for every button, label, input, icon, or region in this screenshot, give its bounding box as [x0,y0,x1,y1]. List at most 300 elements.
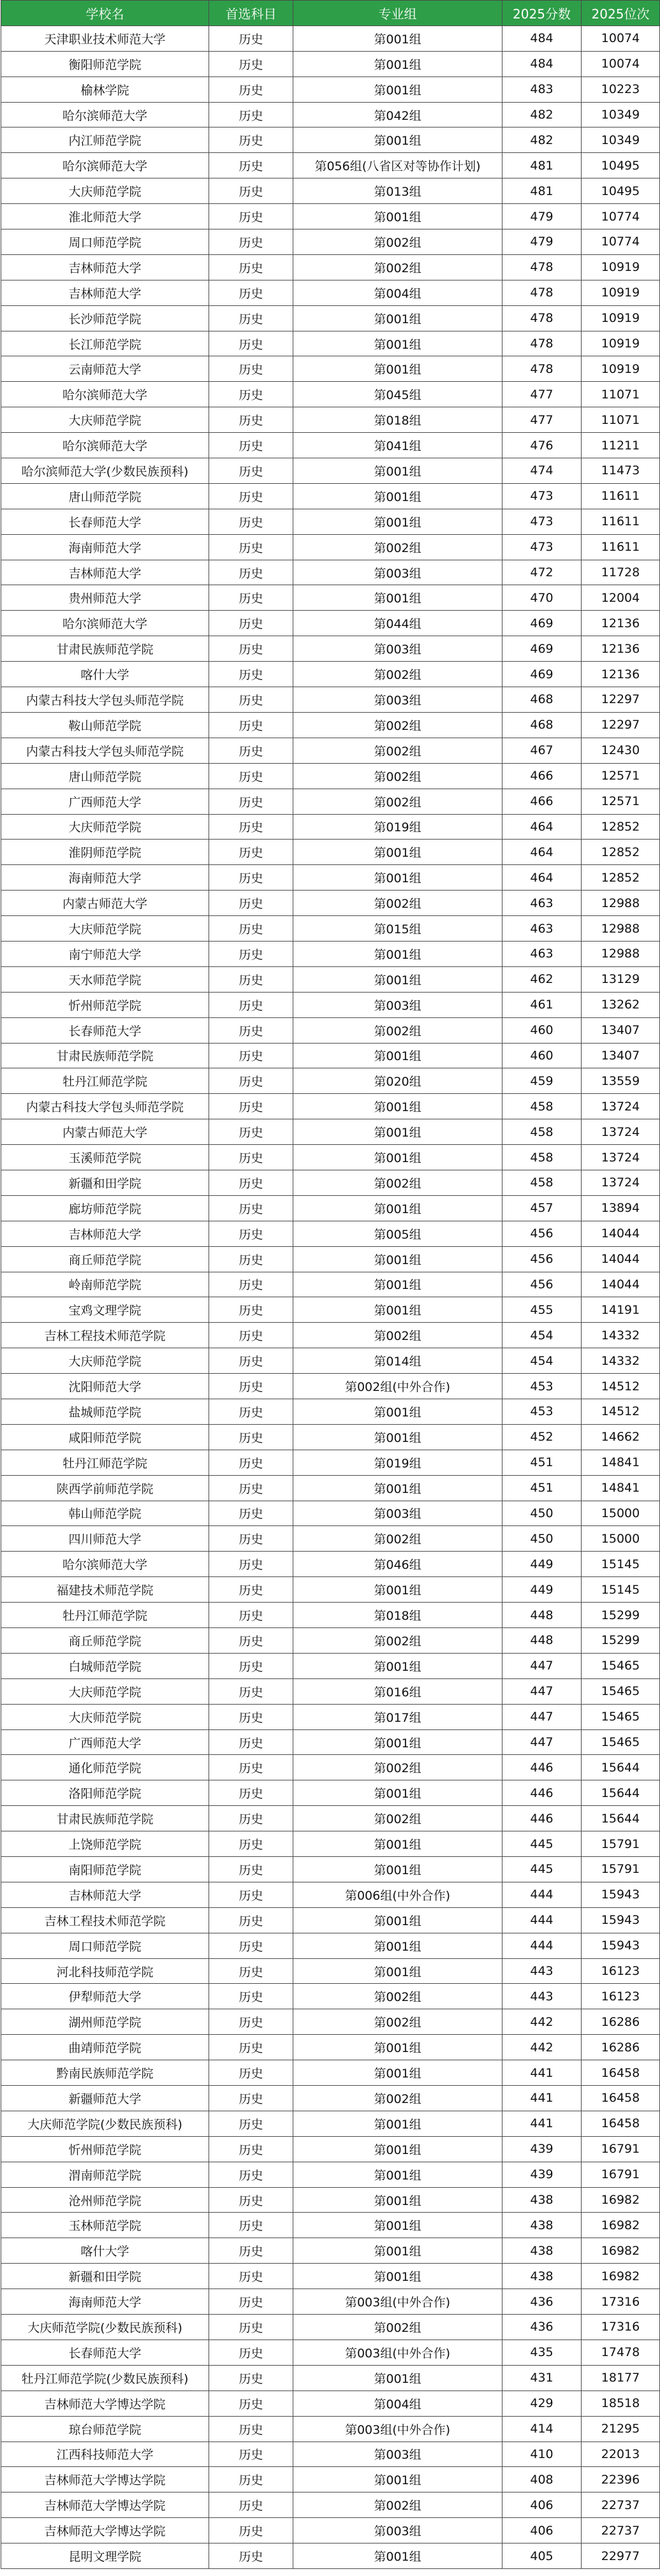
subject-cell: 历史 [209,585,293,611]
subject-cell: 历史 [209,712,293,738]
rank-cell: 15791 [582,1857,660,1882]
table-row [1,1272,660,1297]
rank-cell: 21295 [582,2416,660,2441]
subject-cell: 历史 [209,2416,293,2441]
rank-cell: 10074 [582,51,660,76]
table-row [1,1424,660,1450]
school-cell: 福建技术师范学院 [1,1577,209,1603]
subject-cell: 历史 [209,2213,293,2238]
subject-cell: 历史 [209,1374,293,1399]
subject-cell: 历史 [209,229,293,255]
major-group-cell: 第001组 [293,1831,502,1857]
major-group-cell: 第001组 [293,2543,502,2569]
table-row [1,25,660,51]
score-cell: 410 [502,2441,582,2467]
table-row [1,636,660,662]
major-group-cell: 第002组 [293,789,502,814]
school-cell: 喀什大学 [1,662,209,687]
table-row [1,2035,660,2060]
table-row [1,382,660,407]
school-cell: 吉林师范大学博达学院 [1,2518,209,2543]
school-cell: 江西科技师范大学 [1,2441,209,2467]
score-cell: 478 [502,254,582,280]
major-group-cell: 第001组 [293,2060,502,2086]
table-row [1,1755,660,1780]
school-cell: 大庆师范学院 [1,178,209,204]
subject-cell: 历史 [209,1246,293,1272]
school-cell: 长春师范大学 [1,1017,209,1043]
major-group-cell: 第002组 [293,1526,502,1552]
subject-cell: 历史 [209,407,293,433]
score-cell: 445 [502,1831,582,1857]
subject-cell: 历史 [209,356,293,382]
score-cell: 481 [502,178,582,204]
subject-cell: 历史 [209,382,293,407]
school-cell: 吉林师范大学博达学院 [1,2390,209,2416]
major-group-cell: 第001组 [293,2187,502,2213]
table-row [1,2289,660,2315]
score-cell: 452 [502,1424,582,1450]
subject-cell: 历史 [209,1068,293,1094]
subject-cell: 历史 [209,2543,293,2569]
table-body [1,25,660,2568]
school-cell: 洛阳师范学院 [1,1780,209,1806]
score-cell: 469 [502,636,582,662]
table-row [1,1450,660,1475]
table-row [1,840,660,865]
subject-cell: 历史 [209,1806,293,1831]
school-cell: 吉林工程技术师范学院 [1,1907,209,1933]
school-cell: 内江师范学院 [1,127,209,153]
school-cell: 琼台师范学院 [1,2416,209,2441]
score-cell: 469 [502,662,582,687]
rank-cell: 11473 [582,458,660,484]
score-cell: 484 [502,25,582,51]
table-row [1,76,660,102]
score-cell: 443 [502,1984,582,2009]
rank-cell: 12571 [582,763,660,789]
table-row [1,2543,660,2569]
rank-cell: 16982 [582,2238,660,2264]
score-cell: 478 [502,356,582,382]
school-cell: 长春师范大学 [1,2340,209,2365]
school-cell: 哈尔滨师范大学 [1,433,209,458]
table-row [1,560,660,585]
school-cell: 大庆师范学院 [1,814,209,840]
subject-cell: 历史 [209,1450,293,1475]
major-group-cell: 第020组 [293,1068,502,1094]
school-cell: 淮阴师范学院 [1,840,209,865]
school-cell: 内蒙古科技大学包头师范学院 [1,1094,209,1119]
rank-cell: 11211 [582,433,660,458]
subject-cell: 历史 [209,305,293,331]
table-row [1,865,660,891]
major-group-cell: 第015组 [293,916,502,942]
rank-cell: 10919 [582,254,660,280]
major-group-cell: 第001组 [293,1246,502,1272]
rank-cell: 15465 [582,1729,660,1755]
school-cell: 吉林师范大学 [1,1882,209,1907]
rank-cell: 13724 [582,1145,660,1170]
subject-cell: 历史 [209,1678,293,1704]
rank-cell: 10919 [582,356,660,382]
major-group-cell: 第006组(中外合作) [293,1882,502,1907]
admission-scores-table [1,0,660,2569]
school-cell: 四川师范大学 [1,1526,209,1552]
rank-cell: 13407 [582,1043,660,1068]
header-school: 学校名 [1,1,209,26]
school-cell: 唐山师范学院 [1,763,209,789]
school-cell: 岭南师范学院 [1,1272,209,1297]
score-cell: 483 [502,76,582,102]
table-row [1,483,660,509]
subject-cell: 历史 [209,789,293,814]
table-row [1,305,660,331]
rank-cell: 15000 [582,1501,660,1526]
major-group-cell: 第001组 [293,2213,502,2238]
subject-cell: 历史 [209,2315,293,2340]
major-group-cell: 第001组 [293,865,502,891]
rank-cell: 12136 [582,636,660,662]
table-row [1,1297,660,1323]
rank-cell: 14512 [582,1399,660,1424]
school-cell: 陕西学前师范学院 [1,1475,209,1501]
score-cell: 442 [502,2035,582,2060]
rank-cell: 15644 [582,1806,660,1831]
table-row [1,2416,660,2441]
subject-cell: 历史 [209,738,293,763]
major-group-cell: 第018组 [293,407,502,433]
rank-cell: 15943 [582,1882,660,1907]
table-row [1,662,660,687]
major-group-cell: 第005组 [293,1221,502,1246]
rank-cell: 10919 [582,280,660,305]
major-group-cell: 第002组 [293,2492,502,2518]
score-cell: 477 [502,407,582,433]
table-row [1,1628,660,1654]
school-cell: 哈尔滨师范大学 [1,1552,209,1577]
rank-cell: 16982 [582,2187,660,2213]
school-cell: 海南师范大学 [1,534,209,560]
score-cell: 414 [502,2416,582,2441]
subject-cell: 历史 [209,1170,293,1195]
school-cell: 黔南民族师范学院 [1,2060,209,2086]
score-cell: 464 [502,865,582,891]
rank-cell: 17316 [582,2289,660,2315]
major-group-cell: 第001组 [293,840,502,865]
table-row [1,1145,660,1170]
rank-cell: 14512 [582,1374,660,1399]
school-cell: 大庆师范学院 [1,407,209,433]
school-cell: 大庆师范学院 [1,1704,209,1729]
rank-cell: 16982 [582,2264,660,2289]
table-row [1,2340,660,2365]
subject-cell: 历史 [209,1552,293,1577]
school-cell: 南阳师范学院 [1,1857,209,1882]
major-group-cell: 第001组 [293,1907,502,1933]
table-row [1,2111,660,2136]
table-row [1,1780,660,1806]
major-group-cell: 第004组 [293,280,502,305]
major-group-cell: 第003组 [293,992,502,1017]
table-row [1,1882,660,1907]
subject-cell: 历史 [209,891,293,916]
major-group-cell: 第013组 [293,178,502,204]
score-cell: 405 [502,2543,582,2569]
subject-cell: 历史 [209,1653,293,1678]
table-row [1,2441,660,2467]
major-group-cell: 第001组 [293,1145,502,1170]
score-cell: 479 [502,229,582,255]
score-cell: 453 [502,1374,582,1399]
school-cell: 吉林师范大学博达学院 [1,2492,209,2518]
table-row [1,1857,660,1882]
table-row [1,1374,660,1399]
score-cell: 447 [502,1704,582,1729]
school-cell: 玉溪师范学院 [1,1145,209,1170]
major-group-cell: 第003组 [293,636,502,662]
score-cell: 448 [502,1628,582,1654]
rank-cell: 22977 [582,2543,660,2569]
major-group-cell: 第018组 [293,1603,502,1628]
school-cell: 海南师范大学 [1,865,209,891]
rank-cell: 13724 [582,1119,660,1145]
score-cell: 447 [502,1653,582,1678]
score-cell: 441 [502,2111,582,2136]
rank-cell: 11611 [582,483,660,509]
subject-cell: 历史 [209,2136,293,2162]
school-cell: 天津职业技术师范大学 [1,25,209,51]
rank-cell: 15465 [582,1653,660,1678]
rank-cell: 10495 [582,178,660,204]
subject-cell: 历史 [209,1221,293,1246]
school-cell: 甘肃民族师范学院 [1,1043,209,1068]
major-group-cell: 第001组 [293,1399,502,1424]
rank-cell: 16458 [582,2060,660,2086]
rank-cell: 13129 [582,966,660,992]
rank-cell: 22013 [582,2441,660,2467]
major-group-cell: 第002组 [293,1017,502,1043]
school-cell: 大庆师范学院 [1,1678,209,1704]
subject-cell: 历史 [209,1933,293,1958]
rank-cell: 16458 [582,2111,660,2136]
school-cell: 新疆师范大学 [1,2086,209,2111]
subject-cell: 历史 [209,1831,293,1857]
subject-cell: 历史 [209,2009,293,2035]
subject-cell: 历史 [209,1424,293,1450]
rank-cell: 11071 [582,407,660,433]
subject-cell: 历史 [209,1603,293,1628]
rank-cell: 16791 [582,2162,660,2187]
header-subject: 首选科目 [209,1,293,26]
score-cell: 438 [502,2264,582,2289]
major-group-cell: 第001组 [293,585,502,611]
score-cell: 467 [502,738,582,763]
rank-cell: 15145 [582,1552,660,1577]
rank-cell: 14332 [582,1323,660,1348]
school-cell: 鞍山师范学院 [1,712,209,738]
major-group-cell: 第001组 [293,1729,502,1755]
rank-cell: 10774 [582,204,660,229]
major-group-cell: 第001组 [293,2238,502,2264]
school-cell: 商丘师范学院 [1,1246,209,1272]
score-cell: 479 [502,204,582,229]
subject-cell: 历史 [209,1704,293,1729]
table-row [1,2136,660,2162]
school-cell: 甘肃民族师范学院 [1,636,209,662]
rank-cell: 14044 [582,1272,660,1297]
table-row [1,1729,660,1755]
table-row [1,1984,660,2009]
school-cell: 吉林师范大学 [1,280,209,305]
score-cell: 473 [502,509,582,534]
major-group-cell: 第001组 [293,966,502,992]
rank-cell: 12430 [582,738,660,763]
rank-cell: 13407 [582,1017,660,1043]
score-cell: 464 [502,814,582,840]
table-row [1,891,660,916]
school-cell: 新疆和田学院 [1,2264,209,2289]
school-cell: 渭南师范学院 [1,2162,209,2187]
school-cell: 忻州师范学院 [1,2136,209,2162]
subject-cell: 历史 [209,662,293,687]
score-cell: 446 [502,1755,582,1780]
subject-cell: 历史 [209,1297,293,1323]
score-cell: 473 [502,483,582,509]
major-group-cell: 第001组 [293,941,502,966]
major-group-cell: 第001组 [293,25,502,51]
subject-cell: 历史 [209,1272,293,1297]
score-cell: 436 [502,2315,582,2340]
rank-cell: 15465 [582,1678,660,1704]
major-group-cell: 第003组(中外合作) [293,2416,502,2441]
school-cell: 长春师范大学 [1,509,209,534]
table-row [1,2264,660,2289]
score-cell: 478 [502,331,582,356]
subject-cell: 历史 [209,1755,293,1780]
rank-cell: 10349 [582,127,660,153]
major-group-cell: 第001组 [293,1297,502,1323]
table-row [1,280,660,305]
rank-cell: 16286 [582,2035,660,2060]
subject-cell: 历史 [209,2390,293,2416]
subject-cell: 历史 [209,51,293,76]
major-group-cell: 第002组 [293,1806,502,1831]
rank-cell: 17316 [582,2315,660,2340]
rank-cell: 10495 [582,153,660,178]
major-group-cell: 第003组 [293,1501,502,1526]
subject-cell: 历史 [209,102,293,127]
score-cell: 429 [502,2390,582,2416]
major-group-cell: 第044组 [293,611,502,636]
score-cell: 458 [502,1119,582,1145]
table-row [1,2187,660,2213]
score-cell: 450 [502,1526,582,1552]
rank-cell: 22737 [582,2518,660,2543]
score-cell: 461 [502,992,582,1017]
subject-cell: 历史 [209,1526,293,1552]
subject-cell: 历史 [209,2238,293,2264]
school-cell: 哈尔滨师范大学 [1,611,209,636]
school-cell: 广西师范大学 [1,1729,209,1755]
subject-cell: 历史 [209,1323,293,1348]
major-group-cell: 第001组 [293,2035,502,2060]
school-cell: 内蒙古科技大学包头师范学院 [1,687,209,713]
rank-cell: 14191 [582,1297,660,1323]
subject-cell: 历史 [209,509,293,534]
subject-cell: 历史 [209,2060,293,2086]
score-cell: 435 [502,2340,582,2365]
school-cell: 盐城师范学院 [1,1399,209,1424]
table-row [1,1170,660,1195]
major-group-cell: 第001组 [293,331,502,356]
subject-cell: 历史 [209,204,293,229]
table-row [1,2467,660,2492]
subject-cell: 历史 [209,254,293,280]
subject-cell: 历史 [209,992,293,1017]
table-row [1,2315,660,2340]
score-cell: 438 [502,2213,582,2238]
school-cell: 牡丹江师范学院 [1,1450,209,1475]
score-cell: 455 [502,1297,582,1323]
major-group-cell: 第002组 [293,1984,502,2009]
score-cell: 406 [502,2492,582,2518]
subject-cell: 历史 [209,25,293,51]
subject-cell: 历史 [209,534,293,560]
score-cell: 445 [502,1857,582,1882]
table-row [1,1806,660,1831]
score-cell: 456 [502,1246,582,1272]
rank-cell: 12852 [582,840,660,865]
school-cell: 韩山师范学院 [1,1501,209,1526]
table-row [1,1221,660,1246]
school-cell: 吉林师范大学 [1,1221,209,1246]
table-row [1,1475,660,1501]
table-row [1,687,660,713]
table-row [1,2365,660,2390]
school-cell: 天水师范学院 [1,966,209,992]
subject-cell: 历史 [209,483,293,509]
subject-cell: 历史 [209,331,293,356]
major-group-cell: 第002组 [293,763,502,789]
score-cell: 463 [502,941,582,966]
header-rank: 2025位次 [582,1,660,26]
major-group-cell: 第002组 [293,1170,502,1195]
rank-cell: 15299 [582,1628,660,1654]
school-cell: 衡阳师范学院 [1,51,209,76]
major-group-cell: 第001组 [293,1094,502,1119]
rank-cell: 12852 [582,814,660,840]
major-group-cell: 第002组 [293,1755,502,1780]
score-cell: 482 [502,127,582,153]
rank-cell: 11611 [582,509,660,534]
table-row [1,1246,660,1272]
school-cell: 牡丹江师范学院 [1,1603,209,1628]
score-cell: 442 [502,2009,582,2035]
subject-cell: 历史 [209,1348,293,1374]
score-cell: 449 [502,1577,582,1603]
major-group-cell: 第002组 [293,1323,502,1348]
table-row [1,204,660,229]
major-group-cell: 第003组 [293,687,502,713]
table-row [1,2060,660,2086]
subject-cell: 历史 [209,1907,293,1933]
score-cell: 462 [502,966,582,992]
rank-cell: 12852 [582,865,660,891]
school-cell: 曲靖师范学院 [1,2035,209,2060]
table-row [1,2162,660,2187]
rank-cell: 22396 [582,2467,660,2492]
